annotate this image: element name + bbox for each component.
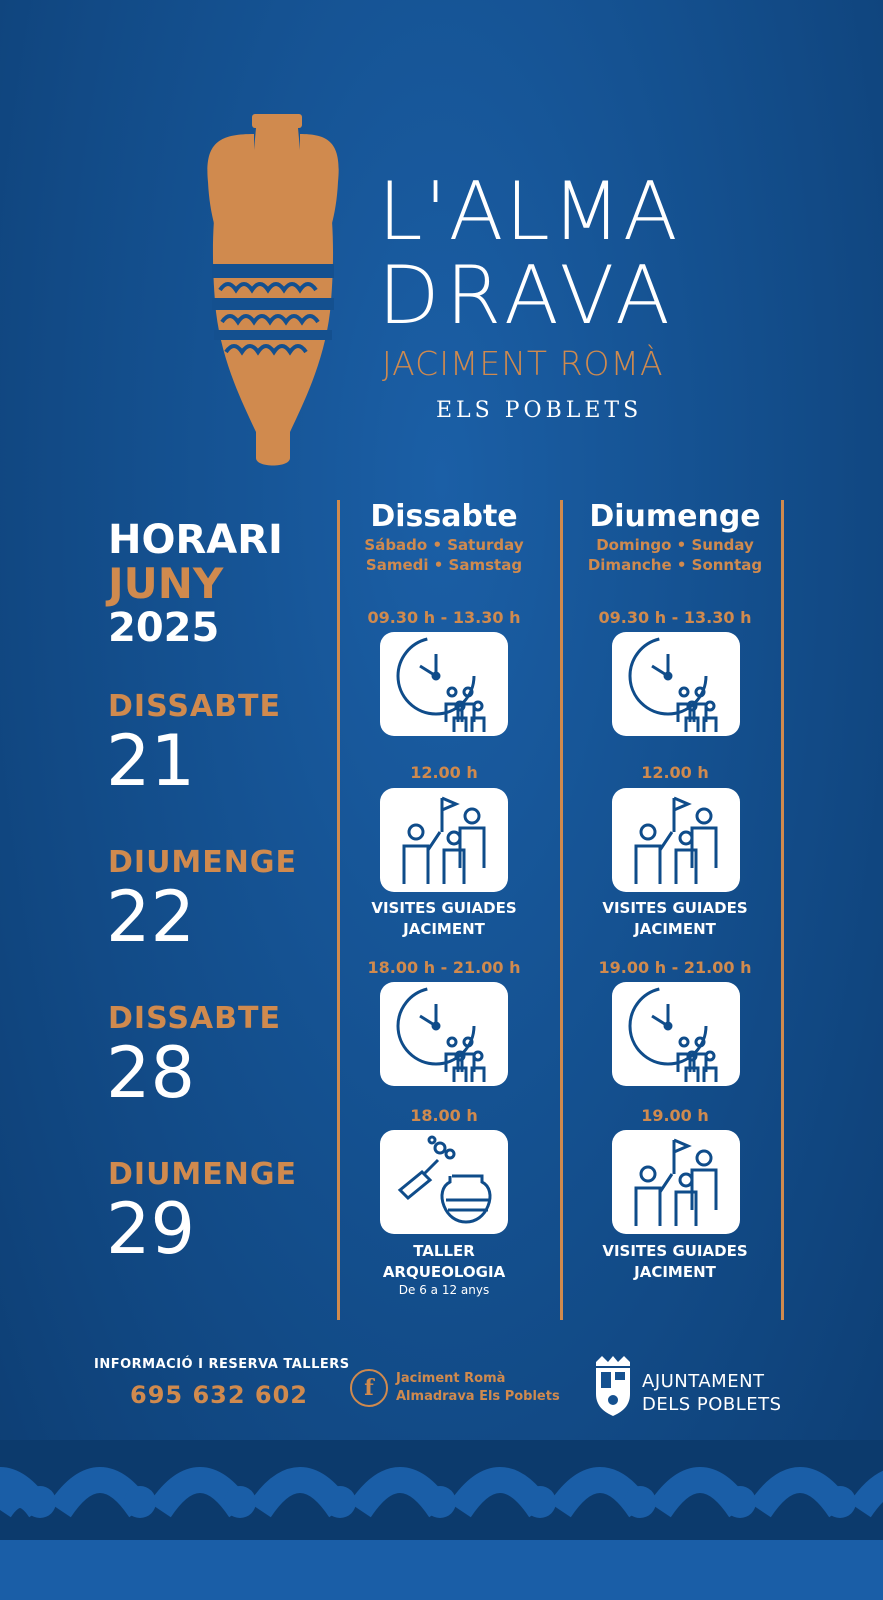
facebook-line-1: Jaciment Romà — [396, 1371, 506, 1386]
slot-card — [380, 1130, 508, 1234]
day-name-1: DISSABTE — [108, 689, 281, 724]
day-number-4: 29 — [106, 1188, 196, 1270]
council-line-2: DELS POBLETS — [642, 1394, 782, 1415]
slot-card — [612, 982, 740, 1086]
guided-tour-icon — [612, 1130, 740, 1234]
slot-caption-2: JACIMENT — [403, 920, 485, 938]
council-crest-icon — [592, 1354, 634, 1418]
title-line-2: DRAVA — [378, 249, 676, 342]
slot-caption-1: TALLER — [413, 1242, 475, 1260]
schedule-month: JUNY — [108, 559, 224, 608]
guided-tour-icon — [612, 788, 740, 892]
schedule-label: HORARI — [108, 517, 283, 563]
divider-2 — [560, 500, 563, 1320]
clock-visitors-icon — [612, 982, 740, 1086]
slot-time: 19.00 h — [641, 1106, 709, 1125]
schedule-year: 2025 — [108, 605, 220, 651]
clock-visitors-icon — [380, 632, 508, 736]
day-number-2: 22 — [106, 876, 196, 958]
brand-title — [378, 165, 680, 342]
slot-caption-2: ARQUEOLOGIA — [382, 1263, 506, 1281]
wave-pattern-icon — [0, 1440, 883, 1600]
day-name-2: DIUMENGE — [108, 845, 297, 880]
column-subtitle-2: Dimanche • Sonntag — [587, 556, 763, 574]
slot-time: 18.00 h — [410, 1106, 478, 1125]
slot-time: 19.00 h - 21.00 h — [598, 958, 752, 977]
slot-card — [380, 788, 508, 892]
guided-tour-icon — [380, 788, 508, 892]
column-subtitle-1: Domingo • Sunday — [596, 536, 754, 554]
clock-visitors-icon — [612, 632, 740, 736]
slot-caption-1: VISITES GUIADES — [602, 899, 748, 917]
info-label: INFORMACIÓ I RESERVA TALLERS — [94, 1357, 350, 1372]
phone-number[interactable]: 695 632 602 — [130, 1381, 309, 1409]
slot-card — [612, 788, 740, 892]
council-line-1: AJUNTAMENT — [642, 1371, 765, 1392]
day-name-3: DISSABTE — [108, 1001, 281, 1036]
slot-card — [612, 632, 740, 736]
slot-note: De 6 a 12 anys — [398, 1283, 490, 1297]
place-name: ELS POBLETS — [436, 398, 643, 423]
day-number-1: 21 — [106, 720, 196, 802]
slot-time: 09.30 h - 13.30 h — [367, 608, 521, 627]
day-number-3: 28 — [106, 1032, 196, 1114]
column-title: Diumenge — [589, 499, 761, 534]
archaeology-workshop-icon — [380, 1130, 508, 1234]
facebook-link[interactable] — [396, 1370, 560, 1406]
slot-time: 18.00 h - 21.00 h — [367, 958, 521, 977]
column-subtitle-2: Samedi • Samstag — [365, 556, 523, 574]
slot-time: 09.30 h - 13.30 h — [598, 608, 752, 627]
slot-caption-1: VISITES GUIADES — [602, 1242, 748, 1260]
column-title: Dissabte — [370, 499, 518, 534]
clock-visitors-icon — [380, 982, 508, 1086]
subtitle: JACIMENT ROMÀ — [382, 344, 664, 383]
slot-caption-2: JACIMENT — [634, 920, 716, 938]
day-name-4: DIUMENGE — [108, 1157, 297, 1192]
amphora-logo-icon — [200, 112, 345, 472]
slot-card — [380, 982, 508, 1086]
council-name — [642, 1370, 782, 1416]
column-subtitle-1: Sábado • Saturday — [364, 536, 524, 554]
slot-caption-2: JACIMENT — [634, 1263, 716, 1281]
title-line-1: L'ALMA — [378, 165, 680, 258]
slot-card — [380, 632, 508, 736]
slot-time: 12.00 h — [410, 763, 478, 782]
facebook-glyph: f — [364, 1375, 374, 1401]
slot-card — [612, 1130, 740, 1234]
slot-time: 12.00 h — [641, 763, 709, 782]
slot-caption-1: VISITES GUIADES — [371, 899, 517, 917]
facebook-line-2: Almadrava Els Poblets — [396, 1389, 560, 1404]
